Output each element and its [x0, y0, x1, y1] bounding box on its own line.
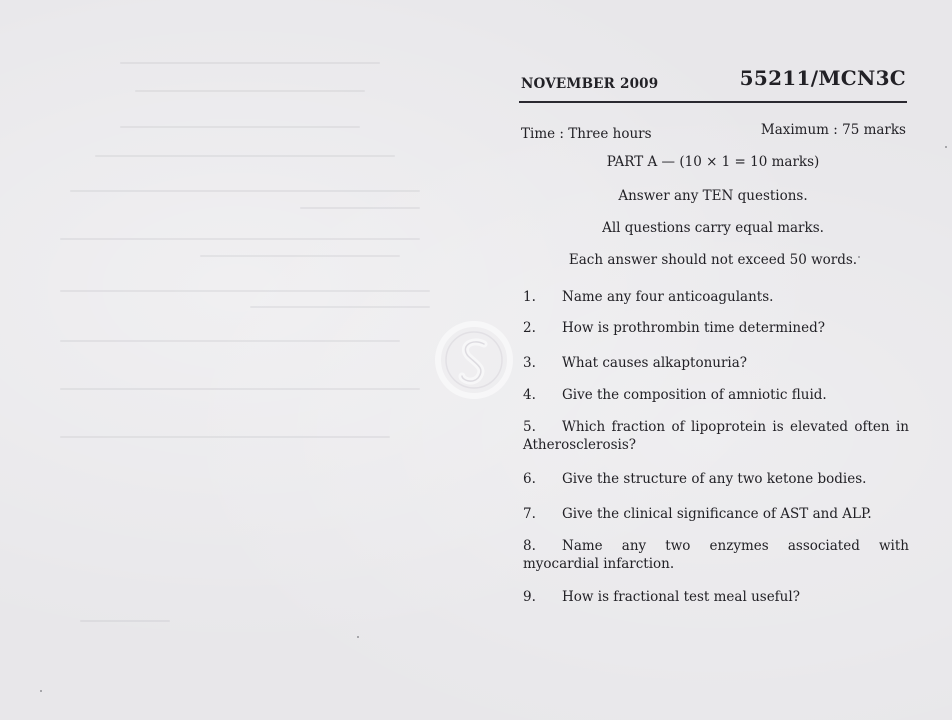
question-number: 1. [523, 289, 536, 305]
question-item [523, 418, 909, 454]
question-item [523, 537, 909, 573]
question-item [523, 319, 909, 337]
scan-speck [945, 146, 947, 148]
question-text: Give the composition of amniotic fluid. [562, 387, 827, 403]
bleed-through-line [95, 155, 395, 157]
bleed-through-line [70, 190, 420, 192]
question-text-line2: myocardial infarction. [523, 556, 675, 572]
instruction-answer-any: Answer any TEN questions. [618, 188, 808, 204]
question-item [523, 354, 909, 372]
question-item [523, 288, 909, 306]
question-number: 8. [523, 538, 536, 554]
question-text: What causes alkaptonuria? [562, 355, 748, 371]
exam-date: NOVEMBER 2009 [521, 76, 659, 92]
bleed-through-line [120, 126, 360, 128]
question-number: 3. [523, 355, 536, 371]
question-number: 7. [523, 506, 536, 522]
question-text-line1: Name any two enzymes associated with [562, 538, 909, 554]
question-item [523, 588, 909, 606]
exam-duration: Time : Three hours [521, 126, 652, 142]
question-item [523, 386, 909, 404]
part-title: PART A — (10 × 1 = 10 marks) [606, 154, 820, 170]
instruction-word-limit: Each answer should not exceed 50 words. [568, 252, 858, 268]
paper-code: 55211/MCN3C [739, 66, 906, 90]
header-divider [519, 101, 907, 103]
scan-speck [858, 256, 860, 258]
s-logo-watermark-icon [432, 318, 516, 402]
question-text-line1: Which fraction of lipoprotein is elevated often in [562, 419, 909, 435]
question-number: 5. [523, 419, 536, 435]
question-text: Name any four anticoagulants. [562, 289, 774, 305]
bleed-through-line [250, 306, 430, 308]
bleed-through-line [60, 340, 400, 342]
question-number: 6. [523, 471, 536, 487]
question-number: 2. [523, 320, 536, 336]
scan-speck [357, 636, 359, 638]
question-text: Give the clinical significance of AST and ALP. [562, 506, 872, 522]
question-number: 9. [523, 589, 536, 605]
question-text-line2: Atherosclerosis? [523, 437, 636, 453]
maximum-marks: Maximum : 75 marks [760, 122, 906, 138]
bleed-through-line [60, 290, 430, 292]
bleed-through-line [135, 90, 365, 92]
question-text: How is fractional test meal useful? [562, 589, 800, 605]
instruction-equal-marks: All questions carry equal marks. [602, 220, 824, 236]
scan-speck [40, 690, 42, 692]
bleed-through-line [80, 620, 170, 622]
bleed-through-line [60, 436, 390, 438]
bleed-through-line [60, 388, 420, 390]
bleed-through-line [60, 238, 420, 240]
bleed-through-line [300, 207, 420, 209]
question-item [523, 470, 909, 488]
question-item [523, 505, 909, 523]
question-text: How is prothrombin time determined? [562, 320, 825, 336]
question-number: 4. [523, 387, 536, 403]
bleed-through-line [120, 62, 380, 64]
question-text: Give the structure of any two ketone bodies. [562, 471, 867, 487]
bleed-through-line [200, 255, 400, 257]
